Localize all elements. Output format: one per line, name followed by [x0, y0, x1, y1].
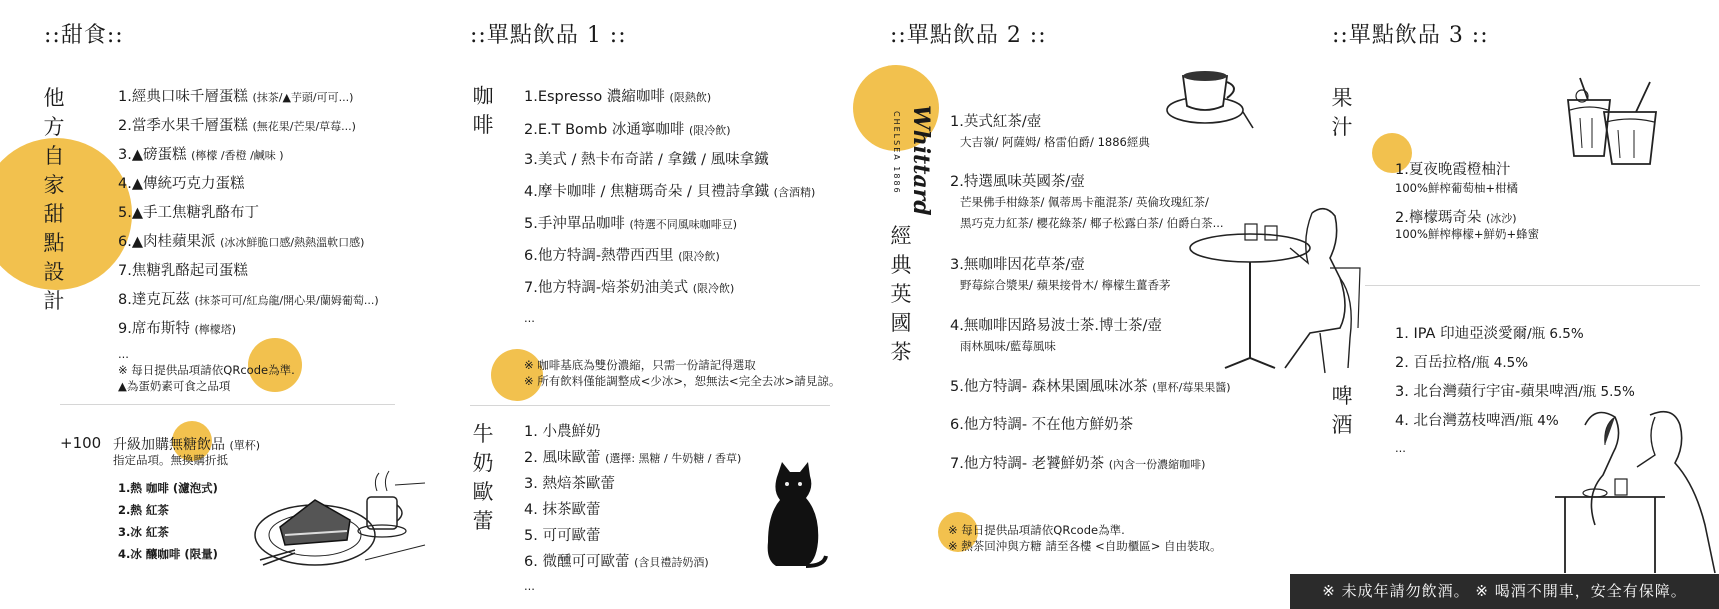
- teacup-illustration: [1165, 62, 1255, 132]
- section-title-desserts: ::甜食::: [44, 23, 124, 48]
- tea-item: 3.無咖啡因花草茶/壺: [950, 257, 1085, 273]
- dessert-item: 7.焦糖乳酪起司蛋糕: [118, 263, 248, 279]
- milk-item: 2. 風味歐蕾 (選擇: 黑糖 / 牛奶糖 / 香草): [524, 450, 742, 466]
- milk-item: 1. 小農鮮奶: [524, 424, 601, 440]
- brand-logo: [888, 105, 934, 216]
- coffee-item: 7.他方特調-焙茶奶油美式 (限冷飲): [524, 280, 735, 296]
- milk-item: 3. 熱焙茶歐蕾: [524, 476, 615, 492]
- beer-item: 3. 北台灣蘋行宇宙-蘋果啤酒/瓶 5.5%: [1395, 384, 1635, 400]
- section-title-drinks-3: ::單點飲品 3 ::: [1332, 23, 1489, 48]
- vertical-label-milk: 牛奶歐蕾: [472, 422, 494, 533]
- dessert-item: 1.經典口味千層蛋糕 (抹茶/▲芋頭/可可...): [118, 89, 354, 105]
- footer-warning: ※ 未成年請勿飲酒。 ※ 喝酒不開車，安全有保障。: [1290, 574, 1719, 609]
- black-cat-illustration: [760, 462, 830, 570]
- beer-item: 4. 北台灣荔枝啤酒/瓶 4%: [1395, 413, 1559, 429]
- milk-item: 4. 抹茶歐蕾: [524, 502, 601, 518]
- upgrade-title: 升級加購無糖飲品 (單杯): [113, 437, 261, 453]
- juice-item-detail: 100%鮮榨檸檬+鮮奶+蜂蜜: [1395, 227, 1540, 241]
- drink-glasses-illustration: [1560, 78, 1660, 173]
- vertical-label-beer: 啤酒: [1331, 384, 1353, 437]
- dessert-item: 2.當季水果千層蛋糕 (無花果/芒果/草莓...): [118, 118, 356, 134]
- vertical-label-coffee: 咖啡: [472, 84, 494, 137]
- cafe-woman-illustration: [1190, 208, 1365, 378]
- upgrade-option: 1.熱 咖啡 (濾泡式): [118, 481, 218, 495]
- vertical-label-tea: 經典英國茶: [890, 224, 912, 364]
- tea-item: 6.他方特調- 不在他方鮮奶茶: [950, 417, 1134, 433]
- coffee-ellipsis: ...: [524, 311, 535, 325]
- beer-item: 2. 百岳拉格/瓶 4.5%: [1395, 355, 1529, 371]
- section-title-drinks-2: ::單點飲品 2 ::: [890, 23, 1047, 48]
- juice-item: 2.檸檬瑪奇朵 (冰沙): [1395, 210, 1517, 226]
- tea-item-detail: 大吉嶺/ 阿薩姆/ 格雷伯爵/ 1886經典: [960, 135, 1150, 149]
- coffee-note-espresso: ※ 咖啡基底為雙份濃縮，只需一份請記得選取: [524, 358, 756, 372]
- upgrade-price: +100: [60, 434, 102, 452]
- upgrade-option: 4.冰 釀咖啡 (限量): [118, 547, 218, 561]
- dessert-item: 5.▲手工焦糖乳酪布丁: [118, 205, 259, 221]
- tea-item: 4.無咖啡因路易波士茶.博士茶/壺: [950, 318, 1162, 334]
- divider: [60, 404, 395, 405]
- tea-note-refill: ※ 熱茶回沖與方糖 請至各樓 <自助櫃區> 自由裝取。: [948, 539, 1222, 553]
- upgrade-option: 3.冰 紅茶: [118, 525, 169, 539]
- tea-item-detail: 野莓綜合漿果/ 蘋果接骨木/ 檸檬生薑香茅: [960, 278, 1171, 292]
- milk-item: 6. 微醺可可歐蕾 (含貝禮詩奶酒): [524, 554, 709, 570]
- dessert-ellipsis: ...: [118, 347, 129, 361]
- juice-item-detail: 100%鮮榨葡萄柚+柑橘: [1395, 181, 1519, 195]
- tea-item: 2.特選風味英國茶/壺: [950, 174, 1085, 190]
- upgrade-subtitle: 指定品項。無換購折抵: [113, 453, 228, 467]
- tea-item: 5.他方特調- 森林果園風味冰茶 (單杯/莓果果醬): [950, 379, 1231, 395]
- beer-item: 1. IPA 印迪亞淡愛爾/瓶 6.5%: [1395, 326, 1584, 342]
- dessert-note-vegetarian: ▲為蛋奶素可食之品項: [118, 379, 231, 393]
- dessert-item: 3.▲磅蛋糕 (檸檬 /香橙 /鹹味 ): [118, 147, 284, 163]
- coffee-note-ice: ※ 所有飲料僅能調整成<少冰>，恕無法<完全去冰>請見諒。: [524, 374, 841, 388]
- vertical-label-juice: 果汁: [1331, 86, 1353, 139]
- coffee-item: 3.美式 / 熱卡布奇諾 / 拿鐵 / 風味拿鐵: [524, 152, 769, 168]
- divider: [470, 405, 830, 406]
- dessert-item: 6.▲肉桂蘋果派 (冰冰鮮脆口感/熱熱溫軟口感): [118, 234, 365, 250]
- beer-ellipsis: ...: [1395, 441, 1406, 455]
- dessert-item: 9.席布斯特 (檸檬塔): [118, 321, 237, 337]
- coffee-item: 4.摩卡咖啡 / 焦糖瑪奇朵 / 貝禮詩拿鐵 (含酒精): [524, 184, 816, 200]
- tea-item-detail: 黑巧克力紅茶/ 櫻花綠茶/ 椰子松露白茶/ 伯爵白茶...: [960, 216, 1224, 230]
- juice-item: 1.夏夜晚霞橙柚汁: [1395, 162, 1511, 178]
- tea-item-detail: 芒果佛手柑綠茶/ 佩蒂馬卡龍混茶/ 英倫玫瑰紅茶/: [960, 195, 1209, 209]
- upgrade-option: 2.熱 紅茶: [118, 503, 169, 517]
- tea-item-detail: 雨林風味/藍莓風味: [960, 339, 1056, 353]
- vertical-label-desserts: 他方自家甜點設計: [43, 86, 65, 313]
- coffee-item: 2.E.T Bomb 冰通寧咖啡 (限冷飲): [524, 122, 731, 138]
- tea-note-qrcode: ※ 每日提供品項請依QRcode為準.: [948, 523, 1125, 537]
- milk-ellipsis: ...: [524, 579, 535, 593]
- tea-item: 7.他方特調- 老饕鮮奶茶 (內含一份濃縮咖啡): [950, 456, 1206, 472]
- cake-coffee-illustration: [255, 465, 425, 575]
- dessert-item: 8.達克瓦茲 (抹茶可可/紅烏龍/開心果/蘭姆葡萄...): [118, 292, 379, 308]
- tea-item: 1.英式紅茶/壺: [950, 114, 1042, 130]
- coffee-item: 5.手沖單品咖啡 (特選不同風味咖啡豆): [524, 216, 738, 232]
- coffee-item: 1.Espresso 濃縮咖啡 (限熱飲): [524, 89, 712, 105]
- dessert-item: 4.▲傳統巧克力蛋糕: [118, 176, 245, 192]
- divider: [1365, 285, 1700, 286]
- coffee-item: 6.他方特調-熱帶西西里 (限冷飲): [524, 248, 720, 264]
- brand-subtitle: CHELSEA 1886: [892, 111, 901, 195]
- brand-name: Whittard: [908, 105, 934, 216]
- milk-item: 5. 可可歐蕾: [524, 528, 601, 544]
- section-title-drinks-1: ::單點飲品 1 ::: [470, 23, 627, 48]
- dessert-note-qrcode: ※ 每日提供品項請依QRcode為準.: [118, 363, 295, 377]
- couple-illustration: [1555, 405, 1719, 573]
